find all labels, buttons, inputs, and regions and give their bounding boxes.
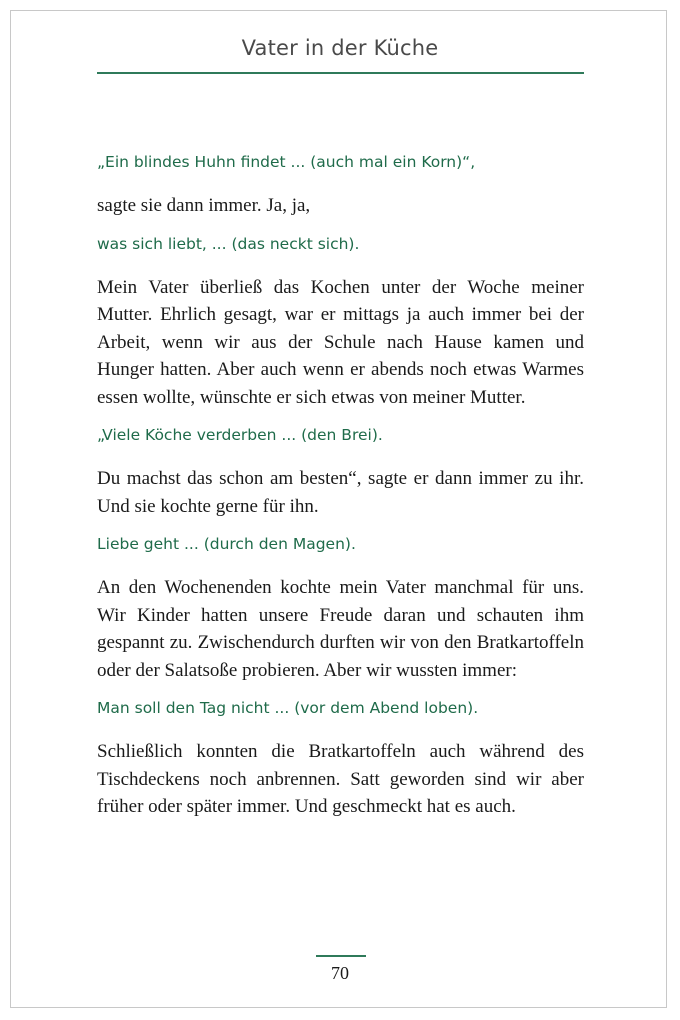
proverb-quote: was sich liebt, ... (das neckt sich).	[97, 234, 360, 253]
body-paragraph: Du machst das schon am besten“, sagte er dann immer zu ihr. Und sie kochte gerne für ihn.	[97, 468, 584, 517]
proverb-quote: „Viele Köche verderben ... (den Brei).	[97, 426, 383, 444]
body-paragraph: An den Wochenenden kochte mein Vater manchmal für uns. Wir Kinder hatten unsere Freude daran und schauten ihm gespannt zu. Zwischendurch durften wir von den Bratkartoffeln oder der Salatsoße probieren. Aber wir wussten immer:	[97, 577, 584, 681]
header-rule	[97, 72, 584, 74]
page-number: 70	[331, 963, 349, 983]
body-paragraph: Mein Vater überließ das Kochen unter der Woche meiner Mutter. Ehrlich gesagt, war er mittags ja auch immer bei der Arbeit, wenn wir aus der Schule nach Hause kamen und Hunger hatten. Aber auch wenn er abends noch etwas Warmes essen wollte, wünschte er sich etwas von meiner Mutter.	[97, 276, 584, 408]
page-body	[97, 148, 584, 821]
proverb-quote: Liebe geht ... (durch den Magen).	[97, 535, 356, 553]
footer-rule	[316, 955, 366, 957]
body-paragraph: sagte sie dann immer. Ja, ja,	[97, 195, 311, 216]
proverb-quote: „Ein blindes Huhn findet ... (auch mal ein Korn)“,	[97, 153, 476, 171]
running-header-title: Vater in der Küche	[241, 36, 439, 60]
body-paragraph: Schließlich konnten die Bratkartoffeln auch während des Tischdeckens noch anbrennen. Satt geworden sind wir aber früher oder später immer. Und geschmeckt hat es auch.	[97, 741, 584, 817]
proverb-quote: Man soll den Tag nicht ... (vor dem Abend loben).	[97, 699, 479, 717]
